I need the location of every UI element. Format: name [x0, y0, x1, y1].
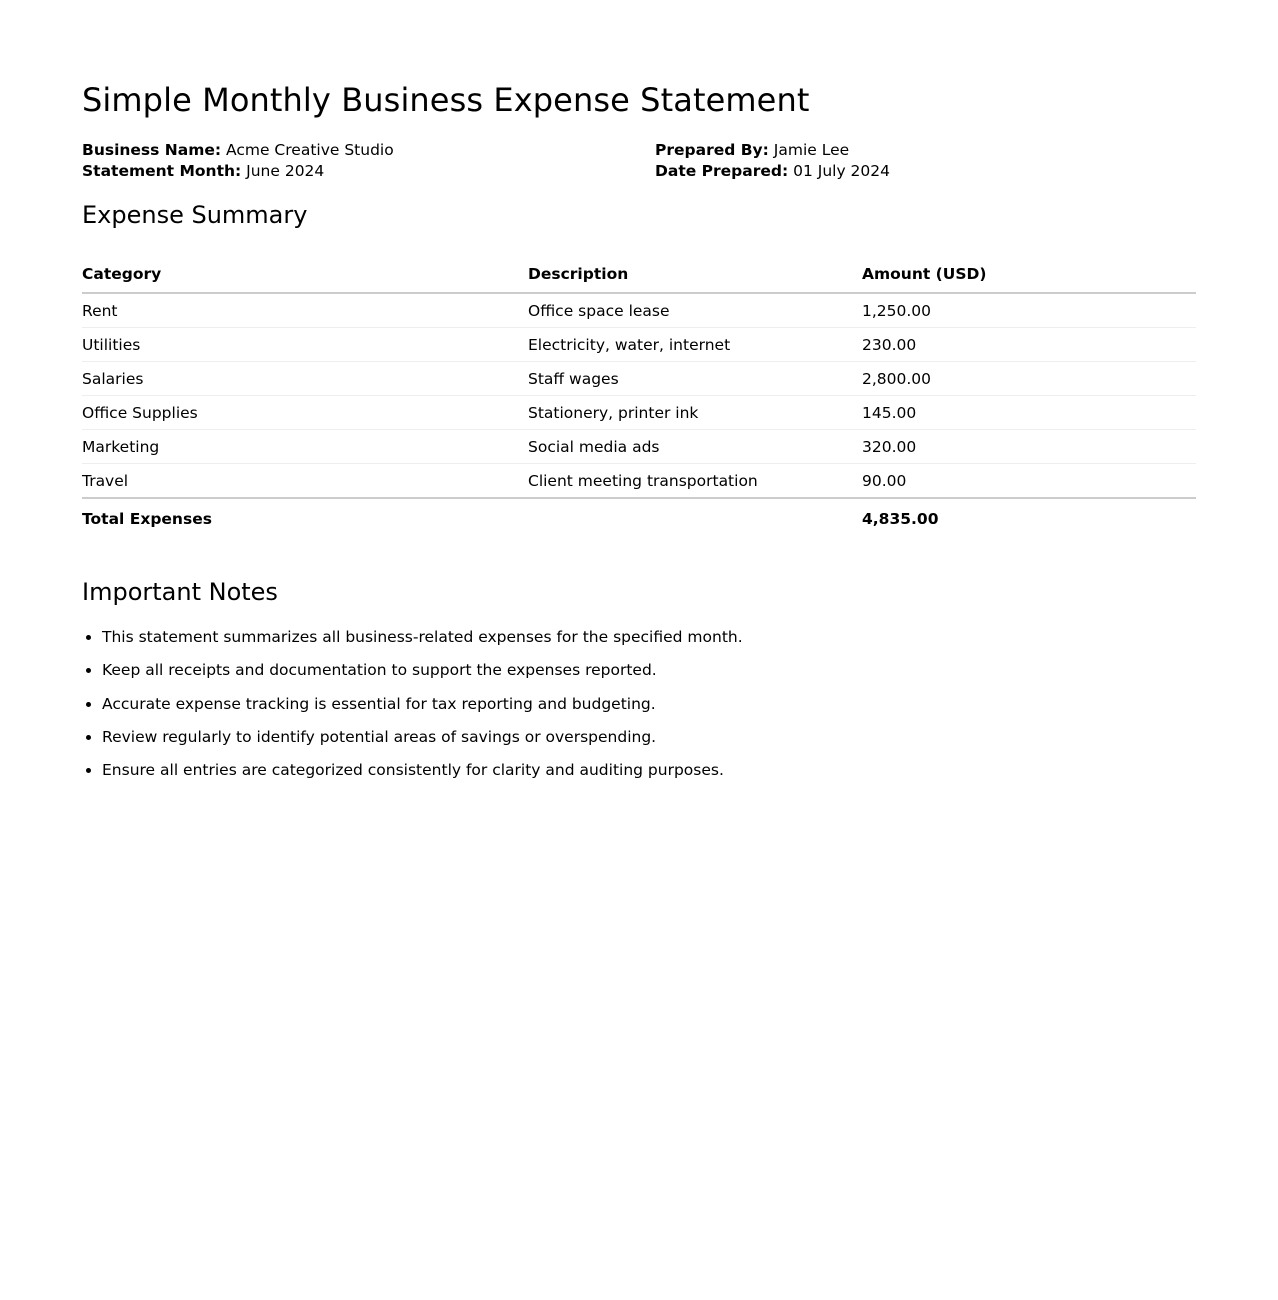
- notes-list: [82, 627, 1196, 781]
- amount-cell: 145.00: [862, 396, 1196, 430]
- description-cell: Stationery, printer ink: [528, 396, 862, 430]
- list-item: • Ensure all entries are categorized consistently for clarity and auditing purposes.: [102, 760, 1196, 781]
- business-name-label: Business Name:: [82, 141, 222, 159]
- prepared-by-line: [655, 140, 890, 161]
- description-cell: Client meeting transportation: [528, 464, 862, 499]
- expense-table: [82, 256, 1196, 539]
- table-row: [82, 328, 1196, 362]
- description-cell: Office space lease: [528, 293, 862, 328]
- meta-left-column: [82, 140, 655, 182]
- description-cell: Social media ads: [528, 430, 862, 464]
- total-row: [82, 498, 1196, 539]
- table-header-row: [82, 256, 1196, 293]
- date-prepared-label: Date Prepared:: [655, 162, 789, 180]
- amount-cell: 230.00: [862, 328, 1196, 362]
- list-item: • This statement summarizes all business-related expenses for the specified month.: [102, 627, 1196, 648]
- date-prepared-value: 01 July 2024: [793, 162, 891, 180]
- total-amount: 4,835.00: [862, 510, 939, 528]
- description-cell: Electricity, water, internet: [528, 328, 862, 362]
- column-header-description: Description: [528, 256, 862, 293]
- category-cell: Rent: [82, 293, 528, 328]
- column-header-category: Category: [82, 256, 528, 293]
- category-cell: Salaries: [82, 362, 528, 396]
- category-cell: Office Supplies: [82, 396, 528, 430]
- statement-month-value: June 2024: [246, 162, 325, 180]
- total-label: Total Expenses: [82, 510, 212, 528]
- description-cell: Staff wages: [528, 362, 862, 396]
- category-cell: Travel: [82, 464, 528, 499]
- list-item: • Keep all receipts and documentation to support the expenses reported.: [102, 660, 1196, 681]
- table-row: [82, 362, 1196, 396]
- table-row: [82, 396, 1196, 430]
- column-header-amount: Amount (USD): [862, 256, 1196, 293]
- table-row: [82, 293, 1196, 328]
- amount-cell: 320.00: [862, 430, 1196, 464]
- list-item: • Accurate expense tracking is essential for tax reporting and budgeting.: [102, 694, 1196, 715]
- total-empty-cell: [528, 498, 862, 539]
- list-item: • Review regularly to identify potential areas of savings or overspending.: [102, 727, 1196, 748]
- prepared-by-label: Prepared By:: [655, 141, 769, 159]
- page-title: Simple Monthly Business Expense Statement: [82, 81, 810, 119]
- category-cell: Utilities: [82, 328, 528, 362]
- expense-summary-heading: Expense Summary: [82, 201, 308, 229]
- statement-month-line: [82, 161, 655, 182]
- business-name-line: [82, 140, 655, 161]
- statement-month-label: Statement Month:: [82, 162, 242, 180]
- prepared-by-value: Jamie Lee: [773, 141, 850, 159]
- meta-right-column: [655, 140, 890, 182]
- category-cell: Marketing: [82, 430, 528, 464]
- table-row: [82, 430, 1196, 464]
- date-prepared-line: [655, 161, 890, 182]
- amount-cell: 2,800.00: [862, 362, 1196, 396]
- important-notes-heading: Important Notes: [82, 578, 278, 606]
- amount-cell: 1,250.00: [862, 293, 1196, 328]
- statement-meta: [82, 140, 1196, 182]
- table-row: [82, 464, 1196, 499]
- amount-cell: 90.00: [862, 464, 1196, 499]
- business-name-value: Acme Creative Studio: [226, 141, 394, 159]
